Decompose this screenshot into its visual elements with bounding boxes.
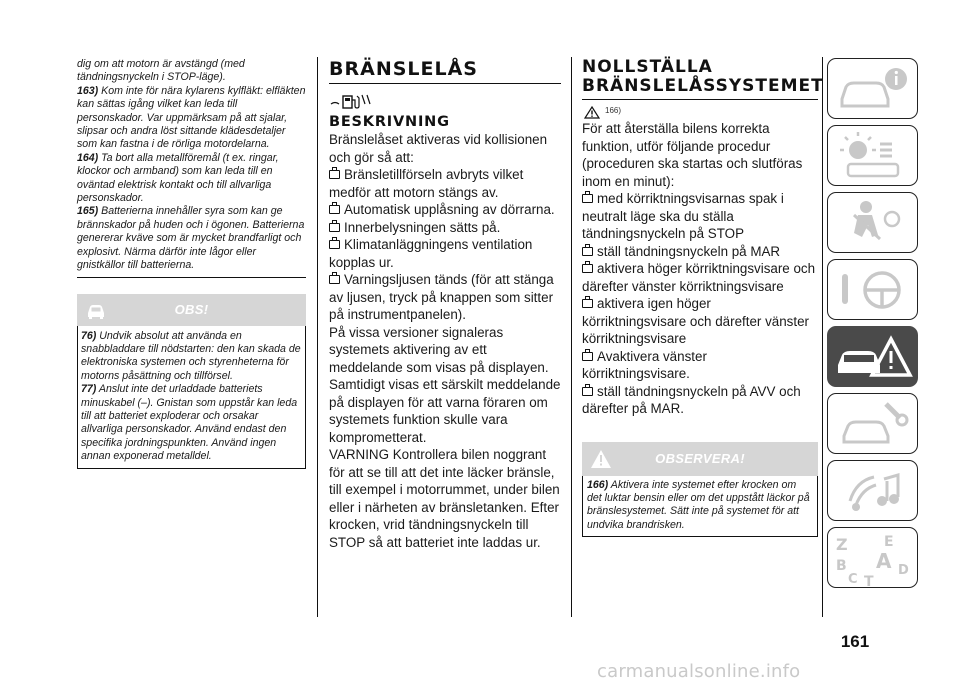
note-header	[582, 442, 818, 476]
step-item	[582, 295, 818, 348]
tab-airbag-safety[interactable]	[827, 192, 918, 253]
index-letters-icon	[828, 528, 918, 588]
fuel-pump-icon	[329, 92, 373, 110]
bullet-icon	[329, 170, 340, 179]
index-letter: A	[876, 549, 892, 573]
bullet-icon	[329, 275, 340, 284]
step-item	[582, 260, 818, 295]
bullet-item	[329, 201, 561, 219]
warning-triangle-icon	[584, 106, 600, 119]
bullet-icon	[582, 352, 593, 361]
section-title-line1: NOLLSTÄLLA	[582, 57, 713, 77]
section-title-line2: BRÄNSLELÅSSYSTEMET	[582, 76, 824, 96]
tab-car-info[interactable]	[827, 58, 918, 119]
bullet-text: Varningsljusen tänds (för att stänga av ljusen, tryck på knappen som sitter på instrumentpanelen).	[329, 272, 554, 322]
bullet-item	[329, 166, 561, 201]
intro-paragraph: Bränslelåset aktiveras vid kollisionen och gör så att:	[329, 132, 548, 165]
step-item	[582, 383, 818, 418]
bullet-icon	[582, 299, 593, 308]
note-166	[587, 479, 813, 533]
section-title: BRÄNSLELÅS	[329, 58, 478, 80]
middle-column	[329, 58, 561, 551]
bullet-icon	[329, 240, 340, 249]
page-number: 161	[840, 632, 870, 651]
reference-row	[582, 106, 818, 120]
multimedia-icon	[828, 461, 918, 521]
caution-header	[77, 294, 306, 326]
bullet-icon	[329, 205, 340, 214]
bullet-icon	[582, 247, 593, 256]
index-letter: E	[884, 534, 894, 550]
column-divider	[317, 57, 318, 617]
bullet-text: Klimatanläggningens ventilation kopplas ur.	[329, 237, 533, 270]
caution-text: Undvik absolut att använda en snabbladdare till nödstarten: den kan skada de elektroniska systemen och styrenheterna för motorns påsättning och tillförsel.	[81, 329, 301, 382]
note-title: OBSERVERA!	[655, 450, 745, 466]
car-info-icon	[828, 59, 918, 119]
index-letter: T	[864, 574, 874, 589]
warning-paragraph: VARNING Kontrollera bilen noggrant för att se till att det inte läcker bränsle, till exempel i motorrummet, under bilen eller i närheten av bränsletanken. Efter krocken, vrid tändningsnyckeln till STOP så att batteriet inte laddas ur.	[329, 447, 560, 550]
step-text: aktivera höger körriktningsvisare och därefter vänster körriktningsvisare	[582, 261, 816, 294]
warning-163	[77, 85, 306, 152]
index-letter: D	[898, 563, 909, 578]
caution-77	[81, 383, 302, 463]
step-text: Avaktivera vänster körriktningsvisare.	[582, 348, 707, 381]
note-number: 166)	[587, 478, 609, 491]
bullet-icon	[582, 194, 593, 203]
caution-body	[77, 326, 306, 469]
bullet-text: Bränsletillförseln avbryts vilket medför att motorn stängs av.	[329, 167, 524, 200]
warning-number: 163)	[77, 84, 99, 97]
index-letter: B	[836, 558, 847, 574]
tab-steering-wheel[interactable]	[827, 259, 918, 320]
tab-index[interactable]	[827, 527, 918, 588]
index-letter: C	[848, 572, 858, 587]
intro-text: dig om att motorn är avstängd (med tändningsnyckeln i STOP-läge).	[77, 58, 245, 84]
step-text: aktivera igen höger körriktningsvisare och därefter vänster körriktningsvisare	[582, 296, 809, 346]
step-text: ställ tändningsnyckeln på AVV och därefter på MAR.	[582, 383, 801, 416]
bullet-icon	[582, 387, 593, 396]
title-rule	[329, 83, 561, 84]
note-body	[582, 476, 818, 538]
tab-emergency[interactable]	[827, 326, 918, 387]
car-warning-triangle-icon	[828, 327, 918, 387]
intro-paragraph: För att återställa bilens korrekta funktion, utför följande procedur (proceduren ska startas och slutföras inom en minut):	[582, 121, 803, 189]
caution-number: 77)	[81, 383, 97, 396]
left-column	[77, 58, 306, 469]
right-column	[582, 57, 824, 537]
warning-165	[77, 205, 306, 272]
index-letter: Z	[836, 535, 848, 554]
step-item	[582, 243, 818, 261]
bullet-icon	[582, 264, 593, 273]
subsection-title: BESKRIVNING	[329, 114, 450, 130]
bullet-item	[329, 219, 561, 237]
warning-number: 164)	[77, 151, 99, 164]
watermark: carmanualsonline.info	[597, 661, 801, 682]
caution-title: OBS!	[174, 301, 209, 317]
bullet-icon	[329, 223, 340, 232]
airbag-safety-icon	[828, 193, 918, 253]
warning-text: Batterierna innehåller syra som kan ge brännskador på huden och i ögonen. Batterierna genererar kväve som är mycket brandfarligt och explosivt. Närma därför inte lågor eller gnistkällor till batterierna.	[77, 205, 305, 272]
step-text: ställ tändningsnyckeln på MAR	[597, 243, 781, 259]
warnings-block	[77, 58, 306, 278]
bullet-text: Innerbelysningen sätts på.	[344, 219, 501, 235]
steering-wheel-icon	[828, 260, 918, 320]
warning-text: Kom inte för nära kylarens kylfläkt: elfläkten kan sättas igång vilket kan leda till personskador. Var uppmärksam på att sjalar, slipsar och andra löst sittande klädesdetaljer som kan fastna i de rörliga motordelarna.	[77, 84, 306, 151]
bullet-item	[329, 271, 561, 324]
caution-number: 76)	[81, 329, 97, 342]
title-rule	[582, 99, 818, 100]
warning-text: Ta bort alla metallföremål (t ex. ringar, klockor och armband) som kan leda till en oväntad elektrisk kontakt och till allvarliga personskador.	[77, 151, 279, 205]
chapter-tabs	[827, 58, 918, 594]
tab-maintenance[interactable]	[827, 393, 918, 454]
tab-multimedia[interactable]	[827, 460, 918, 521]
tab-dashboard-lights[interactable]	[827, 125, 918, 186]
wrench-car-icon	[828, 394, 918, 454]
paragraph: På vissa versioner signaleras systemets aktivering av ett meddelande som visas på displayen. Samtidigt visas ett särskilt meddelande på displayen för att varna föraren om systemets funktion skulle vara komprometterat.	[329, 324, 561, 445]
column-divider	[571, 57, 572, 617]
step-item	[582, 190, 818, 243]
column-divider	[822, 57, 823, 617]
bullet-text: Automatisk upplåsning av dörrarna.	[344, 202, 555, 217]
warning-164	[77, 152, 306, 206]
bullet-item	[329, 236, 561, 271]
step-text: med körriktningsvisarnas spak i neutralt läge ska du ställa tändningsnyckeln på STOP	[582, 191, 784, 241]
reference-number: 166)	[605, 106, 622, 115]
step-item	[582, 348, 818, 383]
warning-number: 165)	[77, 205, 99, 218]
caution-76	[81, 330, 302, 384]
dashboard-lights-icon	[828, 126, 918, 186]
note-text: Aktivera inte systemet efter krocken om det luktar bensin eller om det uppstått läckor på bränslesystemet. Sätt inte på systemet för att undvika brandrisken.	[587, 478, 810, 531]
caution-text: Anslut inte det urladdade batteriets minuskabel (–). Gnistan som uppstår kan leda till att batteriet exploderar och orsakar allvarliga personskador. Använd endast den specifika jordningspunkten. Använd ingen annan exponerad metalldel.	[81, 383, 298, 463]
